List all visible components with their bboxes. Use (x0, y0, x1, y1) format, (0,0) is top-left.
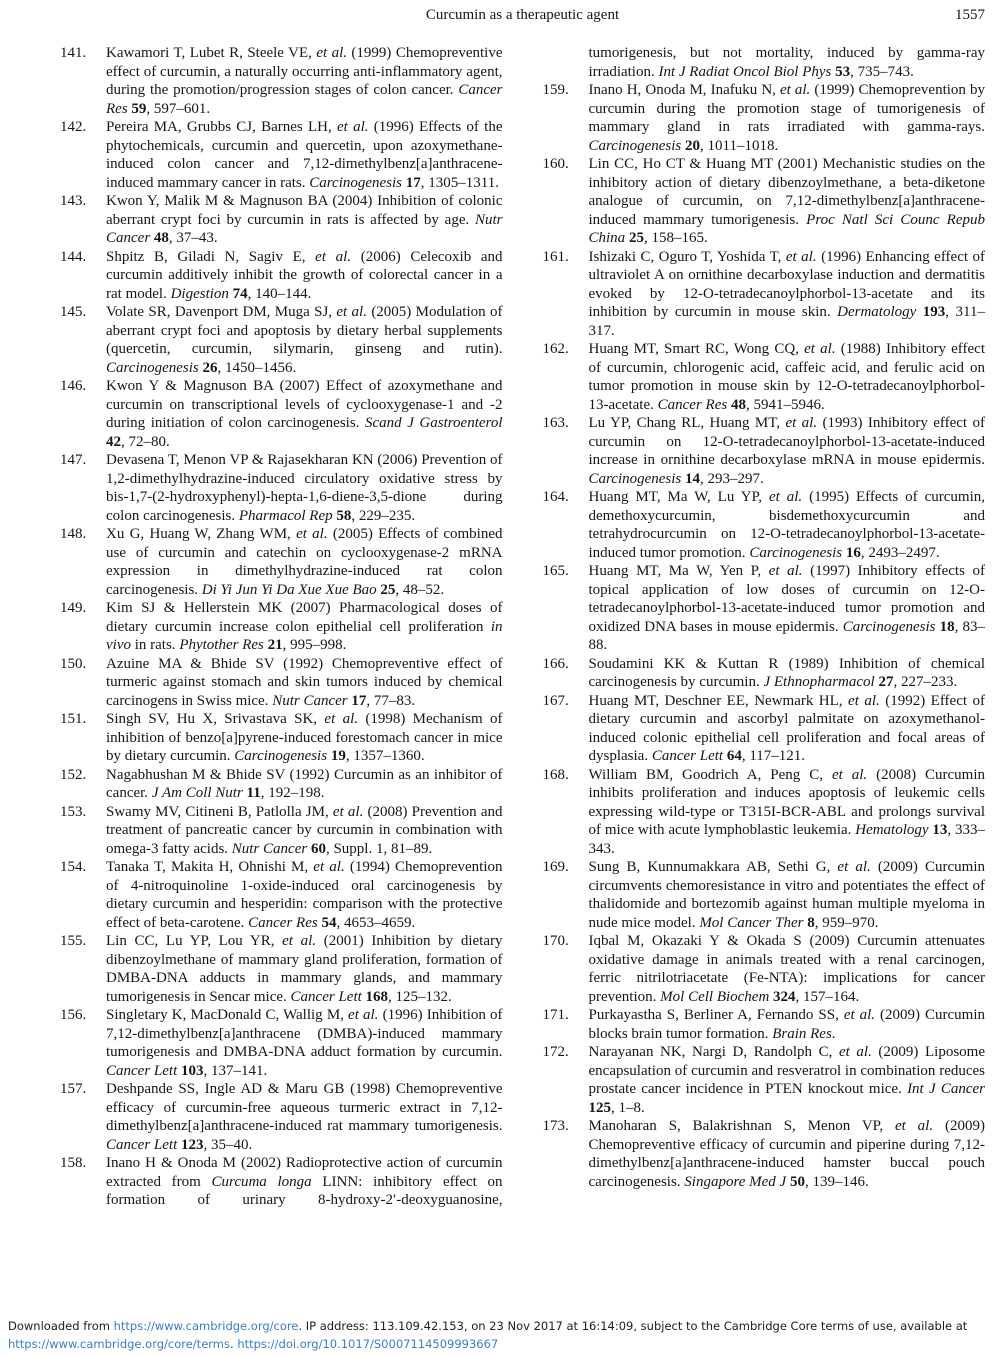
references-list (60, 44, 985, 1210)
reference-number: 141. (60, 45, 87, 61)
reference-item (543, 858, 986, 932)
reference-text-segment: 8 (807, 914, 815, 931)
reference-text-segment: Volate SR, Davenport DM, Muga SJ, (106, 304, 337, 320)
reference-number: 161. (542, 248, 569, 265)
reference-text-segment: Cancer Res (106, 82, 503, 117)
reference-text-segment: , 735–743. (850, 63, 914, 80)
reference-text-segment: , 139–146. (804, 1173, 869, 1190)
footer-text: . (230, 1337, 238, 1351)
reference-number: 169. (542, 859, 569, 875)
reference-text-segment: et al. (282, 933, 317, 949)
reference-text-segment: Huang MT, Deschner EE, Newmark HL, (588, 692, 849, 709)
reference-text-segment: , 117–121. (741, 748, 806, 764)
reference-number: 173. (542, 1118, 569, 1134)
reference-text-segment: 48 (153, 230, 169, 246)
reference-text-segment: et al. (894, 1118, 934, 1134)
reference-text-segment: Digestion (170, 285, 233, 302)
reference-text-segment: et al. (837, 859, 871, 875)
reference-text-segment: , 229–235. (351, 507, 416, 524)
reference-number: 160. (542, 156, 569, 172)
reference-text-segment: (2009) Chemopreventive efficacy of curcumin and piperine during 7,12-dimethylbenz[a]anthracene-induced hamster buccal pouch carcinogenesis. (588, 1118, 985, 1190)
reference-item (60, 118, 503, 192)
reference-text-segment: Lin CC, Ho CT & Huang MT (2001) Mechanistic studies on the inhibitory action of dietary dibenzoylmethane, a beta-diketone analogue of curcumin, on 7,12-dimethylbenz[a]anthracene-induced mammary tumorigenesis. (588, 156, 985, 228)
reference-text-segment: , 1011–1018. (700, 137, 779, 154)
reference-text-segment: Mol Cancer Ther (699, 914, 808, 931)
reference-item (543, 932, 986, 1006)
reference-text-segment: 48 (730, 396, 746, 413)
reference-text-segment: Huang MT, Ma W, Lu YP, (588, 489, 769, 505)
reference-text-segment: et al. (848, 692, 880, 709)
footer-text: . IP address: 113.109.42.153, on 23 Nov 2017 at 16:14:09, subject to the Cambridge Core terms of use, available at (298, 1319, 968, 1333)
reference-text-segment: (2009) Liposome encapsulation of curcumin and resveratrol in combination reduces prostate cancer incidence in PTEN knockout mice. (588, 1044, 985, 1097)
reference-text-segment: (2009) Curcumin blocks brain tumor formation. (588, 1007, 985, 1042)
reference-text-segment: Di Yi Jun Yi Da Xue Xue Bao (201, 581, 381, 598)
reference-text-segment: Nutr Cancer (272, 692, 352, 709)
reference-text-segment: Pharmacol Rep (238, 507, 337, 524)
reference-number: 142. (60, 119, 87, 135)
reference-text-segment: , 48–52. (395, 581, 445, 598)
reference-text-segment: , 333–343. (588, 822, 985, 857)
reference-text-segment: Int J Radiat Oncol Biol Phys (658, 63, 836, 80)
reference-number: 144. (60, 248, 87, 265)
reference-text-segment: J Am Coll Nutr (151, 785, 247, 801)
reference-number: 154. (60, 859, 87, 875)
reference-text-segment: 58 (336, 507, 352, 524)
reference-number: 150. (60, 655, 87, 672)
reference-number: 153. (60, 803, 87, 820)
reference-text-segment: Carcinogenesis (588, 137, 686, 154)
reference-text-segment: 60 (310, 840, 326, 857)
footer-line (8, 1335, 992, 1353)
reference-item (60, 710, 503, 766)
reference-number: 163. (542, 415, 569, 431)
reference-text-segment: Soudamini KK & Kuttan R (1989) Inhibition of chemical carcinogenesis by curcumin. (588, 655, 985, 690)
reference-number: 159. (542, 82, 569, 98)
reference-text-segment: (1992) Effect of dietary curcumin and ascorbyl palmitate on azoxymethanol-induced colonic epithelial cell proliferation and focal areas of dysplasia. (588, 692, 985, 764)
reference-text-segment: Huang MT, Smart RC, Wong CQ, (588, 341, 805, 357)
reference-text-segment: , 227–233. (893, 674, 958, 690)
reference-text-segment: 19 (330, 748, 346, 764)
reference-item (543, 1043, 986, 1117)
reference-text-segment: Cancer Lett (290, 988, 366, 1005)
reference-text-segment: Kawamori T, Lubet R, Steele VE, (106, 45, 317, 61)
reference-item (543, 562, 986, 655)
reference-text-segment: et al. (332, 803, 364, 820)
reference-text-segment: Int J Cancer (907, 1081, 985, 1097)
reference-text-segment: 125 (588, 1099, 611, 1116)
reference-text-segment: , 5941–5946. (745, 396, 825, 413)
reference-text-segment: (1997) Inhibitory effects of topical application of low doses of curcumin on 12-O-tetradecanoylphorbol-13-acetate-induced tumor promotion and oxidized DNA bases in mouse epidermis. (588, 563, 985, 635)
reference-text-segment: et al. (785, 248, 817, 265)
reference-text-segment: 17 (405, 174, 421, 191)
reference-text-segment: 168 (365, 988, 389, 1005)
reference-number: 168. (542, 766, 569, 783)
reference-number: 171. (542, 1007, 569, 1023)
reference-text-segment: Singh SV, Hu X, Srivastava SK, (106, 711, 325, 727)
reference-text-segment: (2001) Inhibition by dietary dibenzoylmethane of mammary gland proliferation, formation of DMBA-DNA adducts in mammary glands, and mammary tumorigenesis in Sencar mice. (106, 933, 503, 1005)
reference-text-segment: et al. (768, 489, 803, 505)
reference-text-segment: Pereira MA, Grubbs CJ, Barnes LH, (106, 119, 338, 135)
reference-item (60, 655, 503, 711)
reference-text-segment: , 597–601. (146, 100, 211, 117)
reference-text-segment: et al. (315, 248, 352, 265)
reference-text-segment: Carcinogenesis (106, 359, 203, 376)
reference-text-segment: (1999) Chemoprevention by curcumin during the promotion stage of tumorigenesis of mammary gland in rats irradiated with gamma-rays. (588, 82, 985, 135)
reference-number: 147. (60, 452, 87, 468)
reference-text-segment: , 1450–1456. (217, 359, 297, 376)
reference-text-segment: Phytother Res (179, 637, 268, 653)
reference-text-segment: Inano H, Onoda M, Inafuku N, (588, 82, 780, 98)
reference-text-segment: , 1–8. (611, 1099, 645, 1116)
reference-text-segment: , 293–297. (700, 470, 764, 487)
reference-text-segment: Cancer Lett (106, 1062, 181, 1079)
reference-text-segment: Manoharan S, Balakrishnan S, Menon VP, (588, 1118, 895, 1134)
reference-text-segment: (1994) Chemoprevention of 4-nitroquinoline 1-oxide-induced oral carcinogenesis by dietary curcumin and hesperidin: comparison with the protective effect of beta-carotene. (106, 859, 503, 931)
reference-text-segment: 42 (106, 433, 121, 450)
reference-number: 148. (60, 526, 87, 542)
footer-line (8, 1317, 992, 1335)
reference-item (543, 692, 986, 766)
reference-text-segment: Kwon Y, Malik M & Magnuson BA (2004) Inhibition of colonic aberrant crypt foci by curcumin in rats is affected by age. (106, 193, 503, 228)
reference-text-segment: , 311–317. (588, 304, 985, 339)
reference-text-segment: et al. (768, 563, 803, 579)
reference-text-segment: 14 (685, 470, 701, 487)
reference-item (60, 248, 503, 304)
footer-link[interactable]: https://www.cambridge.org/core/terms (8, 1337, 230, 1351)
reference-text-segment: Brain Res (772, 1025, 832, 1042)
reference-item (543, 248, 986, 341)
reference-item (543, 1117, 986, 1191)
reference-text-segment: et al. (336, 304, 367, 320)
reference-text-segment: (2009) Curcumin circumvents chemoresistance in vitro and potentiates the effect of thalidomide and bortezomib against human multiple myeloma in nude mice model. (588, 859, 985, 931)
reference-text-segment: 16 (845, 544, 861, 561)
reference-text-segment: Narayanan NK, Nargi D, Randolph C, (588, 1044, 839, 1060)
reference-number: 158. (60, 1155, 87, 1171)
reference-text-segment: (1999) Chemopreventive effect of curcumin, a naturally occurring anti-inflammatory agent, during the promotion/progression stages of colon cancer. (106, 45, 503, 98)
reference-number: 165. (542, 563, 569, 579)
reference-number: 164. (542, 489, 569, 505)
reference-text-segment: 27 (878, 674, 894, 690)
reference-text-segment: (1993) Inhibitory effect of curcumin on 12-O-tetradecanoylphorbol-13-acetate-induced increase in ornithine decarboxylase mRNA in mouse epidermis. (588, 415, 985, 468)
reference-text-segment: 25 (380, 581, 396, 598)
reference-text-segment: 18 (939, 618, 955, 635)
reference-item (60, 525, 503, 599)
reference-number: 145. (60, 304, 87, 320)
reference-number: 152. (60, 766, 87, 783)
reference-text-segment: . (831, 1025, 836, 1042)
reference-text-segment: J Ethnopharmacol (763, 674, 879, 690)
footer-text: Downloaded from (8, 1319, 114, 1333)
reference-text-segment: , 157–164. (795, 988, 860, 1005)
reference-text-segment: Tanaka T, Makita H, Ohnishi M, (106, 859, 314, 875)
reference-text-segment: Dermatology (837, 304, 923, 320)
reference-text-segment: , 4653–4659. (336, 914, 416, 931)
reference-text-segment: 123 (181, 1136, 204, 1153)
reference-item (543, 414, 986, 488)
reference-item (60, 44, 503, 118)
reference-item (60, 766, 503, 803)
reference-item (543, 81, 986, 155)
reference-text-segment: Carcinogenesis (309, 174, 406, 191)
reference-number: 156. (60, 1007, 87, 1023)
reference-item (543, 1006, 986, 1043)
reference-item (60, 377, 503, 451)
reference-text-segment: Cancer Lett (106, 1136, 181, 1153)
footer-link[interactable]: https://doi.org/10.1017/S0007114509993667 (237, 1337, 499, 1351)
reference-text-segment: Devasena T, Menon VP & Rajasekharan KN (2006) Prevention of 1,2-dimethylhydrazine-induced circulatory oxidative stress by bis-1,7-(2-hydroxyphenyl)-hepta-1,6-diene-3,5-dione during colon carcinogenesis. (106, 452, 503, 524)
reference-text-segment: 54 (321, 914, 337, 931)
reference-number: 143. (60, 193, 87, 209)
reference-text-segment: Cancer Lett (651, 748, 727, 764)
reference-text-segment: Nutr Cancer (106, 211, 503, 246)
reference-text-segment: , 125–132. (388, 988, 452, 1005)
reference-text-segment: Inano H & Onoda M (2002) Radioprotective action of curcumin extracted from (106, 1155, 503, 1190)
reference-text-segment: Mol Cell Biochem (660, 988, 774, 1005)
reference-text-segment: 13 (932, 822, 948, 838)
reference-text-segment: 59 (131, 100, 147, 117)
reference-text-segment: Proc Natl Sci Counc Repub China (588, 211, 986, 246)
reference-text-segment: , 1357–1360. (345, 748, 425, 764)
reference-text-segment: et al. (843, 1007, 876, 1023)
reference-text-segment: 53 (835, 63, 851, 80)
reference-item (543, 655, 986, 692)
reference-number: 170. (542, 933, 569, 949)
reference-number: 151. (60, 711, 87, 727)
reference-text-segment: et al. (779, 82, 811, 98)
reference-item (543, 766, 986, 859)
reference-text-segment: (1998) Mechanism of inhibition of benzo[a]pyrene-induced forestomach cancer in mice by dietary curcumin. (106, 711, 503, 764)
reference-text-segment: et al. (831, 766, 868, 783)
reference-text-segment: Ishizaki C, Oguro T, Yoshida T, (588, 248, 786, 265)
reference-item (60, 803, 503, 859)
reference-item (543, 155, 986, 248)
reference-number: 149. (60, 600, 87, 616)
reference-item (60, 932, 503, 1006)
reference-text-segment: 25 (628, 230, 644, 246)
reference-text-segment: , 995–998. (282, 637, 347, 653)
reference-item (60, 599, 503, 655)
reference-text-segment: , 1305–1311. (420, 174, 499, 191)
reference-text-segment: Shpitz B, Giladi N, Sagiv E, (106, 248, 316, 265)
reference-text-segment: (1995) Effects of curcumin, demethoxycurcumin, bisdemethoxycurcumin and tetrahydrocurcumin on 12-O-tetradecanoylphorbol-13-acetate-induced tumor promotion. (588, 489, 986, 561)
reference-text-segment: Deshpande SS, Ingle AD & Maru GB (1998) Chemopreventive efficacy of curcumin-free aqueous turmeric extract in 7,12-dimethylbenz[a]anthracene-induced rat mammary tumorigenesis. (106, 1081, 503, 1134)
reference-item (543, 340, 986, 414)
reference-text-segment: Iqbal M, Okazaki Y & Okada S (2009) Curcumin attenuates oxidative damage in animals treated with a renal carcinogen, ferric nitrilotriacetate (Fe-NTA): implications for cancer prevention. (588, 933, 985, 1005)
reference-text-segment: 26 (202, 359, 218, 376)
reference-text-segment: et al. (337, 119, 369, 135)
reference-text-segment: , 158–165. (643, 230, 708, 246)
reference-text-segment: Hematology (855, 822, 933, 838)
reference-text-segment: et al. (838, 1044, 872, 1060)
reference-text-segment: Swamy MV, Citineni B, Patlolla JM, (106, 803, 333, 820)
reference-item (60, 858, 503, 932)
reference-text-segment: Nutr Cancer (231, 840, 311, 857)
reference-text-segment: Kwon Y & Magnuson BA (2007) Effect of azoxymethane and curcumin on transcriptional levels of cyclooxygenase-1 and -2 during initiation of colon carcinogenesis. (106, 378, 503, 431)
reference-number: 155. (60, 933, 87, 949)
reference-text-segment: (1988) Inhibitory effect of curcumin, chlorogenic acid, caffeic acid, and ferulic acid on tumor promotion in mouse skin by 12-O-tetradecanoylphorbol-13-acetate. (588, 341, 985, 413)
reference-text-segment: , Suppl. 1, 81–89. (325, 840, 433, 857)
reference-text-segment: et al. (785, 415, 818, 431)
reference-text-segment: et al. (316, 45, 347, 61)
reference-text-segment: in rats. (130, 637, 180, 653)
reference-text-segment: Xu G, Huang W, Zhang WM, (106, 526, 297, 542)
reference-text-segment: Huang MT, Ma W, Yen P, (588, 563, 769, 579)
reference-text-segment: (1996) Inhibition of 7,12-dimethylbenz[a]anthracene (DMBA)-induced mammary tumorigenesis and DMBA-DNA adduct formation by curcumin. (106, 1007, 503, 1060)
reference-text-segment: et al. (313, 859, 345, 875)
reference-text-segment: Carcinogenesis (842, 618, 940, 635)
reference-text-segment: Purkayastha S, Berliner A, Fernando SS, (588, 1007, 844, 1023)
reference-text-segment: , 77–83. (366, 692, 416, 709)
reference-text-segment: Lin CC, Lu YP, Lou YR, (106, 933, 283, 949)
reference-text-segment: Kim SJ & Hellerstein MK (2007) Pharmacological doses of dietary curcumin increase colon epithelial cell proliferation (106, 600, 503, 635)
reference-item (60, 1006, 503, 1080)
reference-text-segment: in vivo (106, 618, 503, 653)
reference-item (543, 488, 986, 562)
reference-text-segment: , 137–141. (203, 1062, 268, 1079)
page-footer (8, 1317, 992, 1353)
reference-text-segment: et al. (804, 341, 836, 357)
reference-text-segment: , 140–144. (247, 285, 312, 302)
reference-text-segment: (2008) Curcumin inhibits proliferation and induces apoptosis of leukemic cells expressing wild-type or T315I-BCR-ABL and prolongs survival of mice with acute lymphoblastic leukemia. (588, 766, 986, 838)
reference-text-segment: (1996) Enhancing effect of ultraviolet A on ornithine decarboxylase induction and dermatitis evoked by 12-O-tetradecanoylphorbol-13-acetate and its inhibition by curcumin in mouse skin. (588, 248, 985, 320)
reference-text-segment: 21 (267, 637, 283, 653)
reference-number: 146. (60, 378, 87, 394)
reference-text-segment: Azuine MA & Bhide SV (1992) Chemopreventive effect of turmeric against stomach and skin tumors induced by chemical carcinogens in Swiss mice. (106, 655, 503, 709)
reference-text-segment: , 83–88. (588, 618, 985, 653)
reference-text-segment: et al. (296, 526, 328, 542)
reference-text-segment: (2005) Modulation of aberrant crypt foci and apoptosis by dietary herbal supplements (quercetin, curcumin, silymarin, ginseng and rutin). (106, 304, 503, 357)
reference-text-segment: Cancer Res (657, 396, 731, 413)
reference-text-segment: (2005) Effects of combined use of curcumin and catechin on cyclooxygenase-2 mRNA expression in dimethylhydrazine-induced rat colon carcinogenesis. (106, 526, 503, 598)
reference-text-segment: William BM, Goodrich A, Peng C, (588, 766, 832, 783)
reference-text-segment: 17 (351, 692, 367, 709)
reference-number: 157. (60, 1081, 87, 1097)
reference-item (60, 192, 503, 248)
reference-text-segment: 193 (922, 304, 946, 320)
reference-text-segment: Carcinogenesis (749, 544, 846, 561)
reference-text-segment: Scand J Gastroenterol (365, 415, 503, 431)
page-number: 1557 (955, 7, 985, 23)
reference-text-segment: Sung B, Kunnumakkara AB, Sethi G, (588, 859, 838, 875)
reference-text-segment: Carcinogenesis (234, 748, 331, 764)
reference-text-segment: , 37–43. (168, 230, 218, 246)
reference-text-segment: 50 (789, 1173, 805, 1190)
reference-text-segment: Curcuma longa (211, 1173, 312, 1190)
reference-number: 172. (542, 1044, 569, 1060)
reference-text-segment: (2006) Celecoxib and curcumin additively inhibit the growth of colorectal cancer in a rat model. (106, 248, 503, 302)
reference-text-segment: (1996) Effects of the phytochemicals, curcumin and quercetin, upon azoxymethane-induced colon cancer and 7,12-dimethylbenz[a]anthracene-induced mammary cancer in rats. (106, 119, 503, 191)
reference-text-segment: , 192–198. (260, 785, 325, 801)
reference-text-segment: Carcinogenesis (588, 470, 686, 487)
reference-text-segment: et al. (348, 1007, 379, 1023)
reference-item (60, 1080, 503, 1154)
reference-text-segment: 74 (232, 285, 248, 302)
reference-text-segment: , 72–80. (121, 433, 170, 450)
reference-text-segment: 103 (181, 1062, 204, 1079)
reference-text-segment: (2008) Prevention and treatment of pancreatic cancer by curcumin in combination with omega-3 fatty acids. (106, 803, 503, 857)
reference-text-segment: et al. (324, 711, 358, 727)
reference-text-segment: , 2493–2497. (860, 544, 940, 561)
reference-number: 166. (542, 655, 569, 672)
reference-text-segment: Lu YP, Chang RL, Huang MT, (588, 415, 786, 431)
page-header (60, 6, 985, 24)
reference-text-segment: Singletary K, MacDonald C, Wallig M, (106, 1007, 349, 1023)
reference-text-segment: , 35–40. (203, 1136, 253, 1153)
reference-text-segment: 324 (773, 988, 796, 1005)
reference-text-segment: 64 (726, 748, 742, 764)
running-title: Curcumin as a therapeutic agent (425, 7, 620, 23)
reference-text-segment: LINN: inhibitory effect on formation of urinary 8-hydroxy-2′-deoxyguanosine, tumorigenesis, but not mortality, induced by gamma-ray irradiation. (106, 45, 985, 1208)
reference-text-segment: Singapore Med J (684, 1173, 790, 1190)
reference-text-segment: , 959–970. (814, 914, 879, 931)
reference-number: 167. (542, 692, 569, 709)
reference-item (60, 451, 503, 525)
reference-text-segment: 20 (685, 137, 701, 154)
footer-link[interactable]: https://www.cambridge.org/core (113, 1319, 299, 1333)
reference-text-segment: Nagabhushan M & Bhide SV (1992) Curcumin as an inhibitor of cancer. (106, 766, 503, 801)
reference-text-segment: Cancer Res (248, 914, 322, 931)
reference-number: 162. (542, 341, 569, 357)
reference-text-segment: 11 (246, 785, 261, 801)
reference-item (60, 303, 503, 377)
